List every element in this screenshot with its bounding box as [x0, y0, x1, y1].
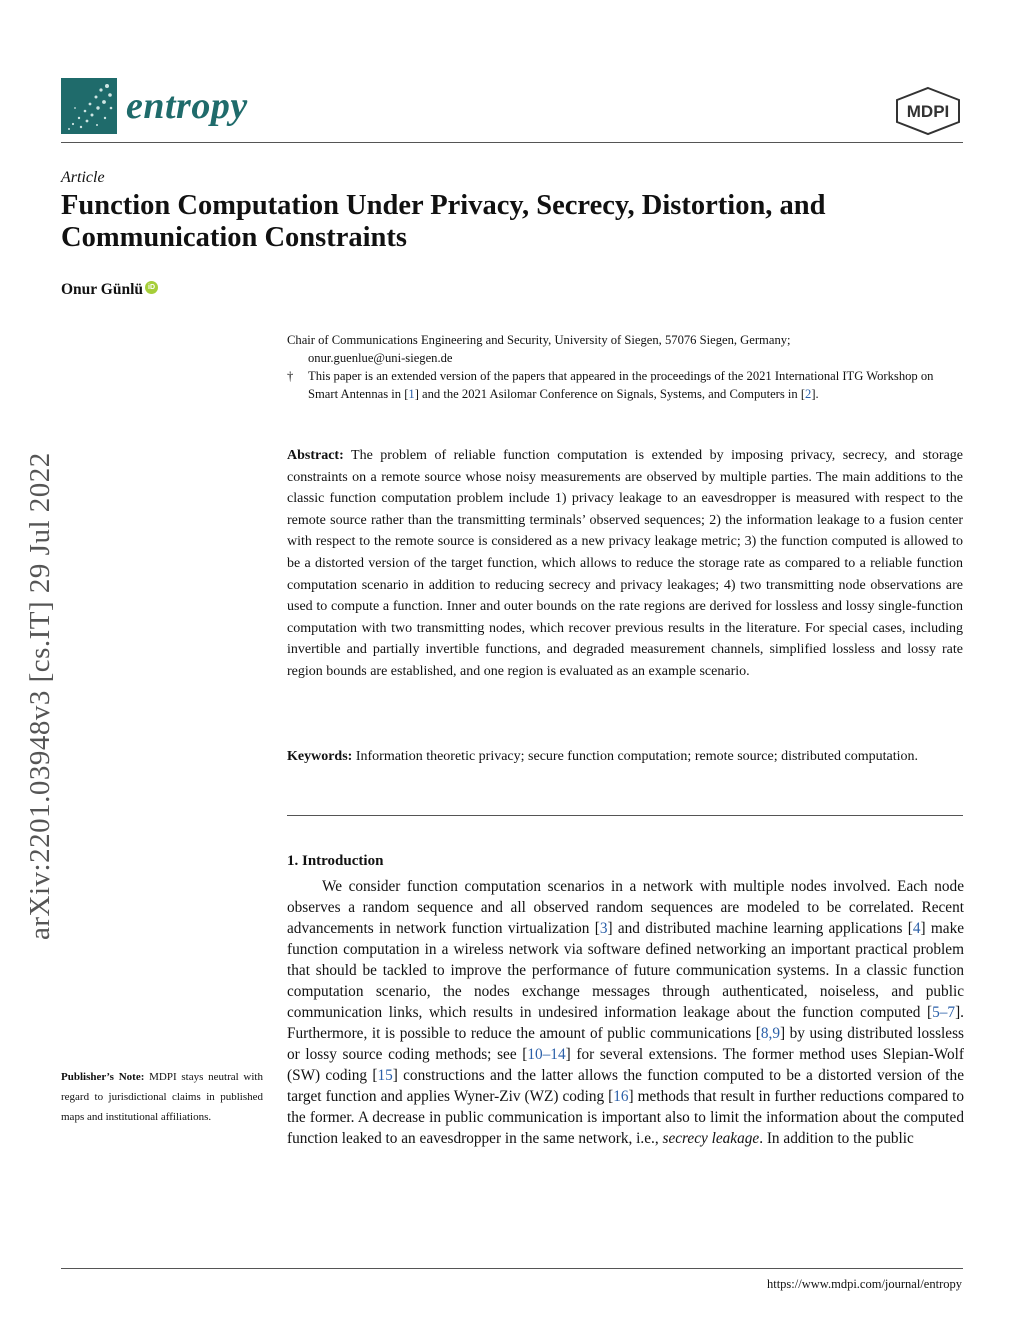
citation-link[interactable]: 16: [613, 1088, 629, 1105]
journal-name: entropy: [126, 85, 248, 127]
publisher-note-text: MDPI stays neutral with regard to jurisdictional claims in published maps and institutional affiliations.: [61, 1071, 263, 1123]
paper-title: [61, 190, 961, 254]
title-line-2: Communication Constraints: [61, 222, 407, 253]
note-text: This paper is an extended version of the papers that appeared in the proceedings of the 2021 International ITG Workshop on Smart Antennas in [1] and the 2021 Asilomar Conference on Signals, Systems, and Computers in [2].: [308, 369, 934, 401]
entropy-logo-icon: [61, 78, 117, 134]
abstract-text: The problem of reliable function computation is extended by imposing privacy, secrecy, and storage constraints on a remote source whose noisy measurements are observed by multiple parties. The main additions to the classic function computation problem include 1) privacy leakage to an eavesdropper is measured with respect to the remote source rather than the transmitting terminals’ observed sequences; 2) the information leakage to a fusion center with respect to the remote source is considered as a new privacy leakage metric; 3) the function computed is allowed to be a distorted version of the target function, which allows to reduce the storage rate as compared to a reliable function computation scenario in addition to reducing secrecy and privacy leakages; 4) two transmitting node observations are used to compute a function. Inner and outer bounds on the rate regions are derived for lossless and lossy single-function computation with two transmitting nodes, which recover previous results in the literature. For special cases, including invertible and partially invertible functions, and degraded measurement channels, simplified lossless and lossy rate region bounds are established, and one region is evaluated as an example scenario.: [287, 448, 963, 679]
citation-link[interactable]: 3: [599, 920, 608, 937]
author-name: Onur Günlü: [61, 281, 143, 298]
citation-link[interactable]: 8,9: [760, 1025, 780, 1042]
abstract-label: Abstract:: [287, 448, 344, 463]
intro-paragraph: We consider function computation scenarios in a network with multiple nodes involved. Each node observes a random sequence and all observed random sequences are modeled to be correlated. Recent advancements in network function virtualization [3] and distributed machine learning applications [4] make function computation in a wireless network via software defined networking an important practical problem that should be tackled to improve the performance of future communication systems. In a classic function computation scenario, the nodes exchange messages through authenticated, noiseless, and public communication links, which results in undesired information leakage about the function computed [5–7]. Furthermore, it is possible to reduce the amount of public communications [8,9] by using distributed lossless or lossy source coding methods; see [10–14] for several extensions. The former method uses Slepian-Wolf (SW) coding [15] constructions and the latter allows the function computed to be a distorted version of the target function and applies Wyner-Ziv (WZ) coding [16] methods that result in further reductions compared to the former. A decrease in public communication is important also to limit the information about the computed function leaked to an eavesdropper in the same network, i.e., secrecy leakage. In addition to the public: [287, 878, 965, 1147]
arxiv-stamp: arXiv:2201.03948v3 [cs.IT] 29 Jul 2022: [24, 452, 56, 940]
header-divider: [61, 142, 963, 143]
citation-link[interactable]: 15: [377, 1067, 393, 1084]
abstract-divider: [287, 815, 963, 816]
footer-divider: [61, 1268, 963, 1269]
author-email[interactable]: onur.guenlue@uni-siegen.de: [308, 351, 453, 365]
author-line: [61, 281, 158, 299]
publisher-note: [61, 1067, 263, 1127]
title-line-1: Function Computation Under Privacy, Secrecy, Distortion, and: [61, 190, 826, 221]
publisher-note-label: Publisher’s Note:: [61, 1071, 145, 1083]
mdpi-logo-icon: [893, 86, 963, 136]
affiliation: [287, 331, 963, 403]
abstract: [287, 445, 963, 683]
citation-link[interactable]: 4: [912, 920, 921, 937]
keywords-text: Information theoretic privacy; secure function computation; remote source; distributed computation.: [352, 749, 918, 764]
keywords: [287, 746, 963, 768]
extended-version-note: [287, 367, 963, 403]
citation-link[interactable]: 1: [408, 387, 415, 401]
publisher-name: MDPI: [906, 102, 950, 121]
keywords-label: Keywords:: [287, 749, 353, 764]
citation-link[interactable]: 5–7: [932, 1004, 956, 1021]
introduction-body: [287, 876, 964, 1149]
citation-link[interactable]: 2: [805, 387, 812, 401]
citation-link[interactable]: 10–14: [527, 1046, 566, 1063]
article-type: Article: [61, 169, 105, 186]
section-heading: 1. Introduction: [287, 853, 384, 869]
orcid-icon[interactable]: iD: [145, 281, 158, 294]
emphasis-term: secrecy leakage: [662, 1130, 760, 1147]
journal-url-link[interactable]: https://www.mdpi.com/journal/entropy: [766, 1277, 962, 1291]
affiliation-line: Chair of Communications Engineering and Security, University of Siegen, 57076 Siegen, Germany;: [287, 333, 791, 347]
dagger-mark: †: [287, 369, 294, 383]
